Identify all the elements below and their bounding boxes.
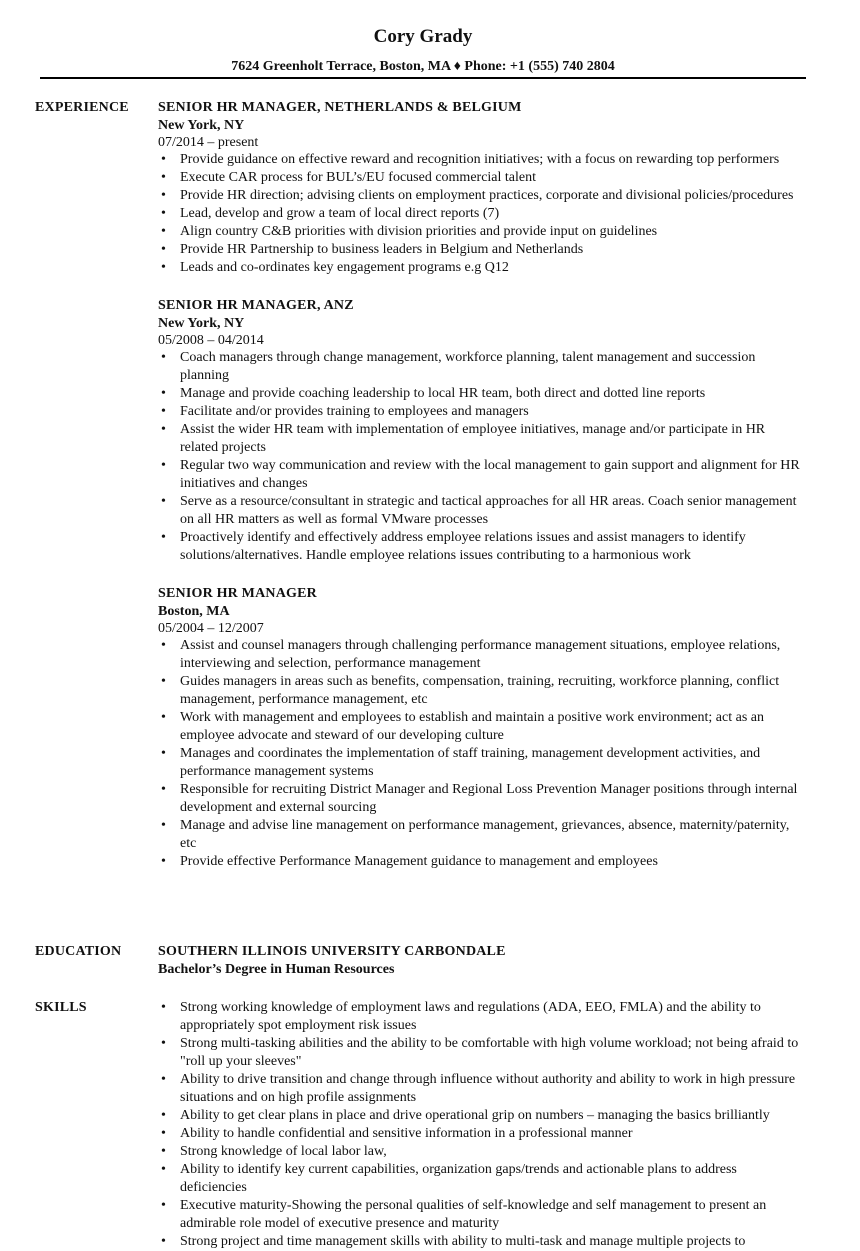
- job-dates: 07/2014 – present: [158, 135, 259, 150]
- bullet-text: Execute CAR process for BUL’s/EU focused commercial talent: [180, 170, 536, 185]
- bullet-text: Align country C&B priorities with division priorities and provide input on guidelines: [180, 224, 658, 239]
- bullet-text: Provide HR direction; advising clients on employment practices, corporate and divisional policies/procedures: [180, 188, 794, 203]
- bullet-text: Lead, develop and grow a team of local direct reports (7): [180, 206, 500, 221]
- job-title: SENIOR HR MANAGER, NETHERLANDS & BELGIUM: [158, 100, 522, 115]
- header-divider: [40, 77, 806, 79]
- bullet-item: [158, 259, 806, 277]
- bullet-item: [158, 673, 806, 709]
- bullet-item: [158, 1143, 806, 1161]
- degree: Bachelor’s Degree in Human Resources: [158, 962, 395, 977]
- bullet-item: [158, 1071, 806, 1107]
- bullet-icon: •: [161, 854, 166, 869]
- contact-line: 7624 Greenholt Terrace, Boston, MA ♦ Phone: +1 (555) 740 2804: [231, 59, 615, 74]
- bullet-text: Assist and counsel managers through challenging performance management situations, employee relations, interviewing and selection, performance management: [180, 638, 781, 671]
- bullet-icon: •: [161, 674, 166, 689]
- job-dates: 05/2008 – 04/2014: [158, 333, 264, 348]
- education-body: [158, 943, 806, 979]
- bullet-item: [158, 1125, 806, 1143]
- bullet-icon: •: [161, 1072, 166, 1087]
- job-entry: [158, 297, 806, 565]
- resume-name: Cory Grady: [373, 26, 473, 47]
- bullet-icon: •: [161, 242, 166, 257]
- bullet-text: Proactively identify and effectively address employee relations issues and assist managers to identify solutions/alternatives. Handle employee relations issues contributing to a harmonious work: [180, 530, 746, 563]
- bullet-item: [158, 781, 806, 817]
- bullet-icon: •: [161, 350, 166, 365]
- job-title: SENIOR HR MANAGER: [158, 586, 317, 601]
- bullet-item: [158, 1233, 806, 1251]
- bullet-text: Executive maturity-Showing the personal qualities of self-knowledge and self management to present an admirable role model of executive presence and maturity: [180, 1198, 767, 1231]
- bullet-item: [158, 1197, 806, 1233]
- bullet-icon: •: [161, 422, 166, 437]
- bullet-item: [158, 1107, 806, 1125]
- bullet-text: Regular two way communication and review with the local management to gain support and alignment for HR initiatives and changes: [180, 458, 800, 491]
- bullet-icon: •: [161, 710, 166, 725]
- bullet-item: [158, 187, 806, 205]
- bullet-icon: •: [161, 1108, 166, 1123]
- job-bullets: [158, 349, 806, 565]
- experience-body: [158, 99, 806, 891]
- bullet-icon: •: [161, 1234, 166, 1249]
- bullet-text: Guides managers in areas such as benefits, compensation, training, recruiting, workforce planning, conflict management, performance management, etc: [180, 674, 780, 707]
- section-label-experience: EXPERIENCE: [35, 100, 129, 115]
- bullet-item: [158, 817, 806, 853]
- school-name: SOUTHERN ILLINOIS UNIVERSITY CARBONDALE: [158, 944, 506, 959]
- bullet-item: [158, 241, 806, 259]
- bullet-text: Assist the wider HR team with implementation of employee initiatives, manage and/or participate in HR related projects: [180, 422, 766, 455]
- bullet-text: Leads and co-ordinates key engagement programs e.g Q12: [180, 260, 509, 275]
- bullet-icon: •: [161, 1036, 166, 1051]
- bullet-icon: •: [161, 260, 166, 275]
- bullet-text: Strong knowledge of local labor law,: [180, 1144, 387, 1159]
- bullet-item: [158, 403, 806, 421]
- bullet-item: [158, 205, 806, 223]
- bullet-icon: •: [161, 638, 166, 653]
- section-label-skills: SKILLS: [35, 1000, 87, 1015]
- bullet-icon: •: [161, 746, 166, 761]
- bullet-icon: •: [161, 206, 166, 221]
- bullet-icon: •: [161, 188, 166, 203]
- bullet-text: Manage and advise line management on performance management, grievances, absence, maternity/paternity, etc: [180, 818, 790, 851]
- bullet-icon: •: [161, 152, 166, 167]
- bullet-text: Manage and provide coaching leadership to local HR team, both direct and dotted line reports: [180, 386, 706, 401]
- bullet-item: [158, 745, 806, 781]
- bullet-item: [158, 529, 806, 565]
- bullet-item: [158, 709, 806, 745]
- bullet-item: [158, 349, 806, 385]
- bullet-item: [158, 151, 806, 169]
- bullet-icon: •: [161, 1144, 166, 1159]
- bullet-icon: •: [161, 1162, 166, 1177]
- bullet-item: [158, 1035, 806, 1071]
- bullet-icon: •: [161, 1126, 166, 1141]
- bullet-item: [158, 999, 806, 1035]
- bullet-icon: •: [161, 530, 166, 545]
- bullet-text: Strong project and time management skills with ability to multi-task and manage multiple projects to: [180, 1234, 746, 1249]
- bullet-icon: •: [161, 170, 166, 185]
- bullet-icon: •: [161, 458, 166, 473]
- bullet-item: [158, 1161, 806, 1197]
- skills-body: [158, 999, 806, 1251]
- bullet-text: Manages and coordinates the implementation of staff training, management development activities, and performance management systems: [180, 746, 761, 779]
- bullet-item: [158, 169, 806, 187]
- section-label-education: EDUCATION: [35, 944, 122, 959]
- bullet-item: [158, 385, 806, 403]
- bullet-text: Ability to handle confidential and sensitive information in a professional manner: [180, 1126, 633, 1141]
- bullet-text: Coach managers through change management, workforce planning, talent management and succession planning: [180, 350, 756, 383]
- bullet-text: Facilitate and/or provides training to employees and managers: [180, 404, 529, 419]
- bullet-item: [158, 637, 806, 673]
- job-entry: [158, 99, 806, 277]
- job-location: Boston, MA: [158, 604, 230, 619]
- bullet-item: [158, 853, 806, 871]
- bullet-icon: •: [161, 782, 166, 797]
- bullet-text: Serve as a resource/consultant in strategic and tactical approaches for all HR areas. Coach senior management on all HR matters as well as formal VMware processes: [180, 494, 797, 527]
- bullet-icon: •: [161, 1198, 166, 1213]
- bullet-icon: •: [161, 818, 166, 833]
- bullet-text: Ability to get clear plans in place and drive operational grip on numbers – managing the basics brilliantly: [180, 1108, 770, 1123]
- bullet-icon: •: [161, 494, 166, 509]
- bullet-icon: •: [161, 224, 166, 239]
- bullet-icon: •: [161, 386, 166, 401]
- bullet-icon: •: [161, 404, 166, 419]
- job-location: New York, NY: [158, 118, 245, 133]
- bullet-text: Responsible for recruiting District Manager and Regional Loss Prevention Manager positions through internal development and external sourcing: [180, 782, 798, 815]
- bullet-text: Strong working knowledge of employment laws and regulations (ADA, EEO, FMLA) and the ability to appropriately spot employment risk issues: [180, 1000, 761, 1033]
- bullet-text: Work with management and employees to establish and maintain a positive work environment; act as an employee advocate and steward of our developing culture: [180, 710, 764, 743]
- bullet-icon: •: [161, 1000, 166, 1015]
- bullet-text: Ability to identify key current capabilities, organization gaps/trends and actionable plans to address deficiencies: [180, 1162, 737, 1195]
- bullet-item: [158, 223, 806, 241]
- bullet-text: Strong multi-tasking abilities and the ability to be comfortable with high volume workload; not being afraid to "roll up your sleeves": [180, 1036, 799, 1069]
- bullet-text: Provide guidance on effective reward and recognition initiatives; with a focus on rewarding top performers: [180, 152, 780, 167]
- skills-list: [158, 999, 806, 1251]
- job-title: SENIOR HR MANAGER, ANZ: [158, 298, 354, 313]
- bullet-item: [158, 457, 806, 493]
- job-location: New York, NY: [158, 316, 245, 331]
- bullet-text: Ability to drive transition and change through influence without authority and ability to work in high pressure situations and on high profile assignments: [180, 1072, 796, 1105]
- job-dates: 05/2004 – 12/2007: [158, 621, 264, 636]
- bullet-item: [158, 421, 806, 457]
- job-bullets: [158, 151, 806, 277]
- job-entry: [158, 585, 806, 871]
- bullet-item: [158, 493, 806, 529]
- bullet-text: Provide HR Partnership to business leaders in Belgium and Netherlands: [180, 242, 584, 257]
- bullet-text: Provide effective Performance Management guidance to management and employees: [180, 854, 658, 869]
- job-bullets: [158, 637, 806, 871]
